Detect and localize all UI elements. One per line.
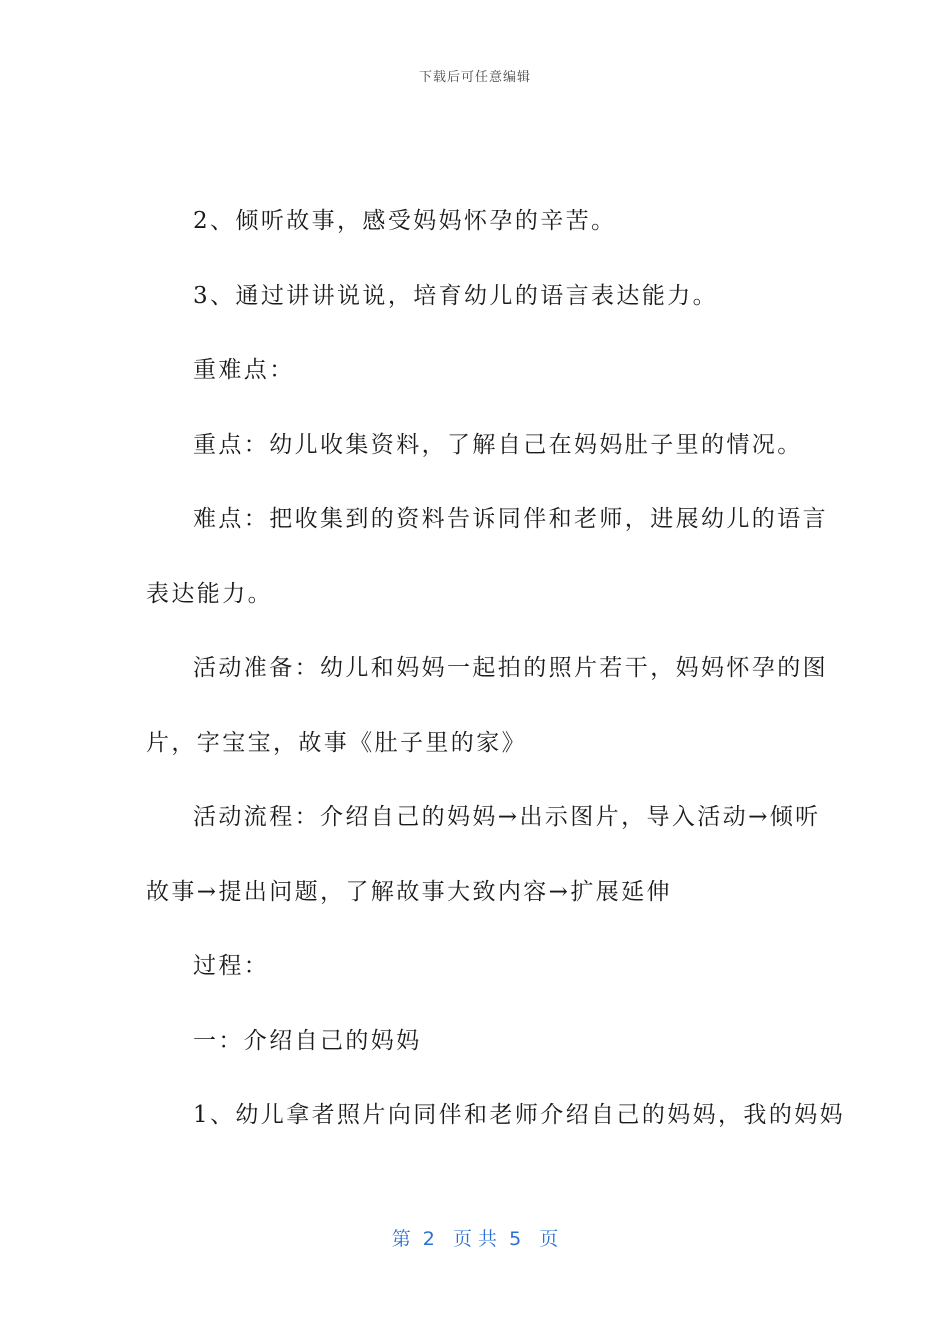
page-number-footer: 第 2 页 共 5 页: [391, 1228, 559, 1250]
paragraph-line: 故事→提出问题，了解故事大致内容→扩展延伸: [146, 879, 672, 905]
paragraph-line: 1、幼儿拿者照片向同伴和老师介绍自己的妈妈，我的妈妈: [193, 1102, 846, 1128]
section-heading: 过程：: [193, 953, 270, 979]
paragraph-line: 重点：幼儿收集资料，了解自己在妈妈肚子里的情况。: [193, 432, 803, 458]
paragraph-line: 活动流程：介绍自己的妈妈→出示图片，导入活动→倾听: [193, 804, 821, 830]
paragraph-line: 2、倾听故事，感受妈妈怀孕的辛苦。: [193, 208, 617, 234]
paragraph-line: 难点：把收集到的资料告诉同伴和老师，进展幼儿的语言: [193, 506, 828, 532]
paragraph-line: 片，字宝宝，故事《肚子里的家》: [146, 730, 527, 756]
page-header: 下载后可任意编辑: [418, 70, 531, 85]
paragraph-line: 活动准备：幼儿和妈妈一起拍的照片若干，妈妈怀孕的图: [193, 655, 828, 681]
section-heading: 重难点：: [193, 357, 295, 383]
paragraph-line: 3、通过讲讲说说，培育幼儿的语言表达能力。: [193, 283, 719, 309]
paragraph-line: 表达能力。: [146, 581, 273, 607]
section-heading: 一：介绍自己的妈妈: [193, 1028, 422, 1054]
